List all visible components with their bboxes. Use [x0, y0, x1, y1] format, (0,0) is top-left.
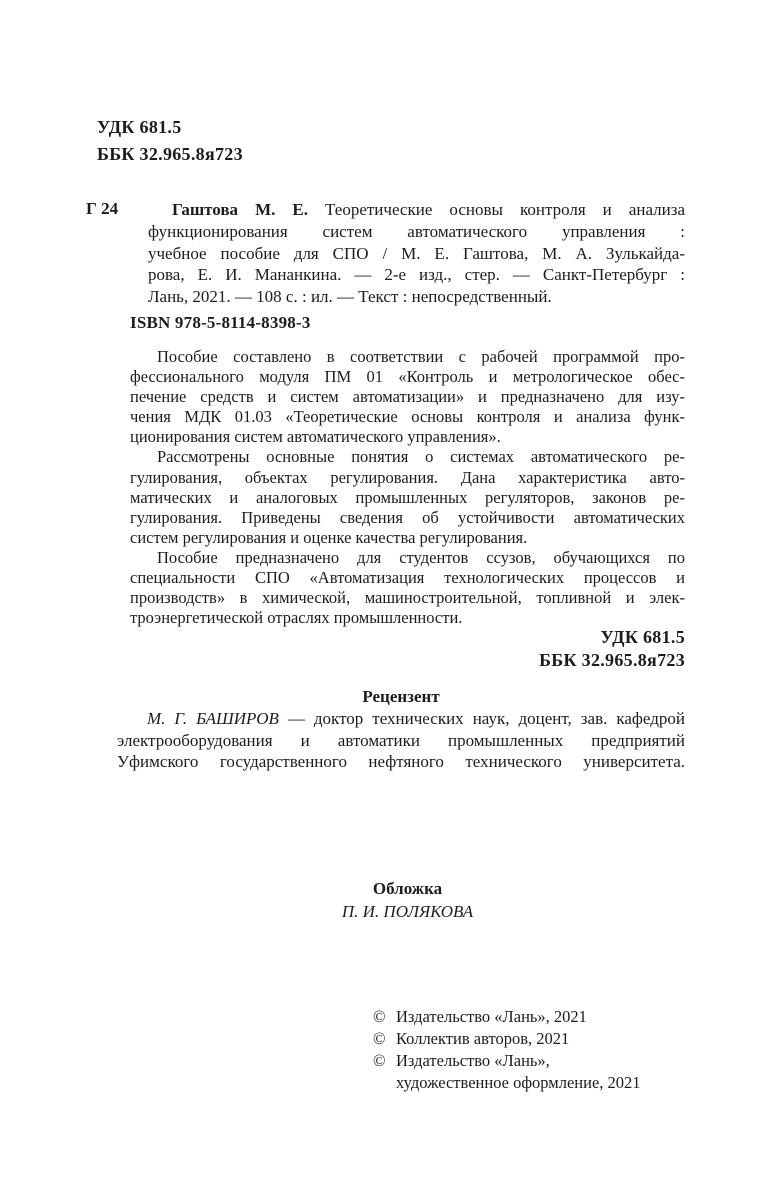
- copyright-entry-3: [373, 1050, 641, 1072]
- cover-heading: Обложка: [372, 879, 443, 898]
- reviewer-line-1-rest: — доктор технических наук, доцент, зав. кафедрой: [278, 708, 685, 728]
- annotation-paragraph-2: [130, 447, 685, 547]
- copyright-text: Издательство «Лань», 2021: [396, 1007, 587, 1026]
- copyright-block: [373, 1006, 641, 1094]
- copyright-entry-1: [373, 1006, 641, 1028]
- reviewer-heading: Рецензент: [362, 687, 440, 706]
- cover-designer-name: П. И. ПОЛЯКОВА: [341, 902, 474, 921]
- cover-credit-block: [130, 877, 685, 923]
- annotation-line: чения МДК 01.03 «Теоретические основы контроля и анализа функ-: [130, 407, 685, 427]
- annotation-line: матических и аналоговых промышленных регуляторов, законов ре-: [130, 487, 685, 507]
- annotation-line: Пособие составлено в соответствии с рабочей программой про-: [157, 347, 685, 366]
- citation-line-5: Лань, 2021. — 108 с. : ил. — Текст : непосредственный.: [148, 287, 552, 307]
- annotation-paragraph-1: [130, 347, 685, 447]
- reviewer-line-1: [117, 708, 685, 730]
- bottom-codes-block: [130, 626, 685, 672]
- annotation-line: Пособие предназначено для студентов ссузов, обучающихся по: [157, 547, 685, 567]
- copyright-icon: ©: [373, 1028, 386, 1048]
- annotation-line: специальности СПО «Автоматизация технологических процессов и: [130, 568, 685, 588]
- annotation-line: производств» в химической, машиностроительной, топливной и элек-: [130, 588, 685, 608]
- isbn-number: ISBN 978-5-8114-8398-3: [130, 313, 311, 332]
- annotation-line: гулирования, объектах регулирования. Дана характеристика авто-: [130, 467, 685, 487]
- copyright-icon: ©: [373, 1007, 386, 1026]
- citation-body: [148, 199, 685, 308]
- reviewer-line-2: электрооборудования и автоматики промышленных предприятий: [117, 730, 685, 750]
- udk-code-bottom: УДК 681.5: [600, 627, 685, 647]
- copyright-entry-2: [373, 1028, 641, 1050]
- copyright-text: Коллектив авторов, 2021: [396, 1028, 570, 1048]
- citation-author: Гаштова М. Е.: [172, 200, 309, 219]
- citation-line-1-rest: Теоретические основы контроля и анализа: [325, 200, 685, 219]
- annotation-line: ционирования систем автоматического управления».: [130, 427, 501, 447]
- bbk-code-bottom: ББК 32.965.8я723: [539, 650, 685, 670]
- reviewer-name: М. Г. БАШИРОВ: [147, 708, 279, 728]
- udk-code-top: УДК 681.5: [97, 117, 182, 137]
- copyright-text: Издательство «Лань»,: [396, 1050, 550, 1070]
- annotation-block: [130, 347, 685, 628]
- bibliographic-citation: [86, 199, 685, 308]
- citation-line-1: [148, 199, 685, 221]
- bbk-code-top: ББК 32.965.8я723: [97, 144, 243, 164]
- reviewer-block: [117, 686, 685, 773]
- annotation-line: печение средств и систем автоматизации» и предназначено для изу-: [130, 387, 685, 407]
- copyright-icon: ©: [373, 1050, 386, 1070]
- citation-line-2: функционирования систем автоматического управления :: [148, 221, 685, 241]
- citation-line-3: учебное пособие для СПО / М. Е. Гаштова, М. А. Зулькайда-: [148, 243, 685, 263]
- citation-line-4: рова, Е. И. Мананкина. — 2-е изд., стер. — Санкт-Петербург :: [148, 265, 685, 285]
- annotation-line: Рассмотрены основные понятия о системах автоматического ре-: [157, 447, 685, 467]
- annotation-paragraph-3: [130, 548, 685, 628]
- annotation-line: троэнергетической отраслях промышленности.: [130, 608, 463, 628]
- reviewer-line-3: Уфимского государственного нефтяного технического университета.: [117, 752, 685, 772]
- annotation-line: систем регулирования и оценке качества регулирования.: [130, 527, 528, 547]
- copyright-entry-3-continuation: художественное оформление, 2021: [396, 1072, 641, 1092]
- citation-label: Г 24: [86, 199, 119, 218]
- annotation-line: гулирования. Приведены сведения об устойчивости автоматических: [130, 507, 685, 527]
- annotation-line: фессионального модуля ПМ 01 «Контроль и метрологическое обес-: [130, 367, 685, 387]
- top-codes-block: [97, 114, 243, 168]
